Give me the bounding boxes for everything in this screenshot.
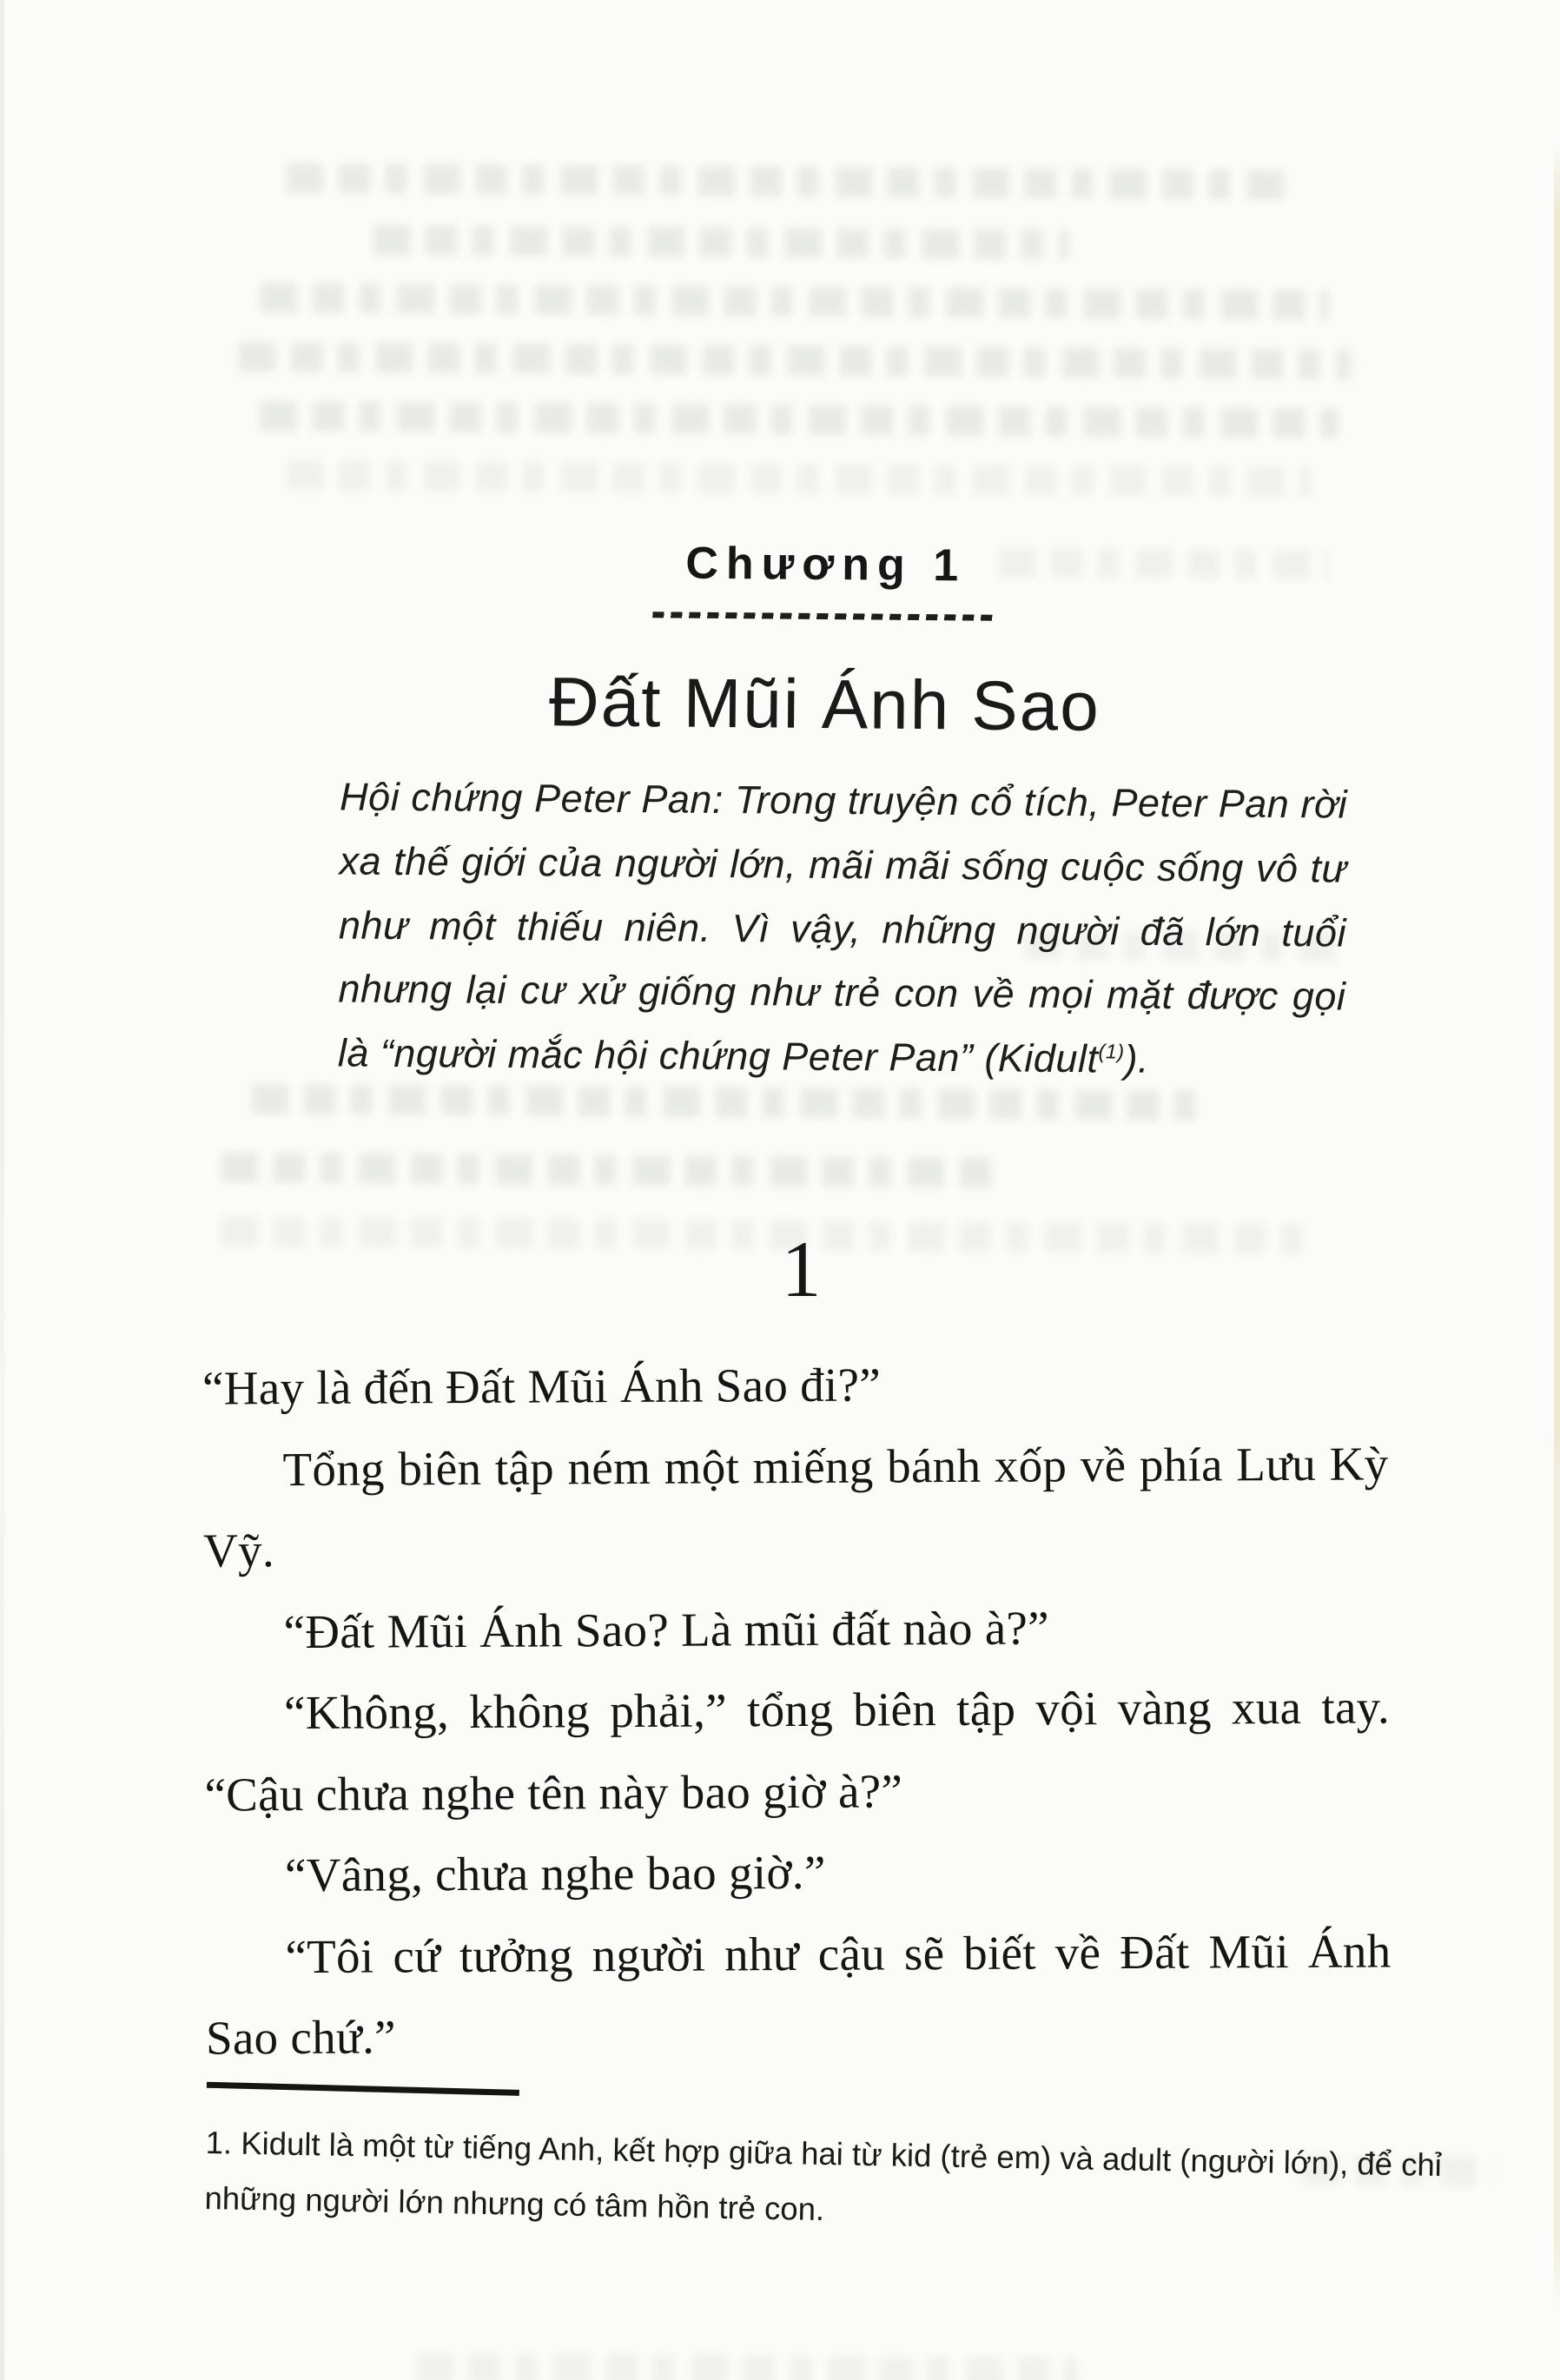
bleedthrough-line: [221, 1153, 1003, 1187]
page-edge-tint: [1554, 0, 1560, 2380]
epigraph-text-tail: ).: [1124, 1036, 1150, 1081]
paragraph: “Tôi cứ tưởng người như cậu sẽ biết về Đất Mũi Ánh Sao chứ.”: [205, 1923, 1391, 2065]
bleedthrough-line: [417, 2353, 1077, 2380]
section-number: 1: [781, 1225, 822, 1313]
bleedthrough-line: [261, 283, 1329, 321]
bleedthrough-line: [287, 163, 1286, 200]
footnote-divider: [207, 2082, 519, 2096]
paragraph: “Không, không phải,” tổng biên tập vội vàng xua tay. “Cậu chưa nghe tên này bao giờ à?”: [204, 1680, 1391, 1821]
epigraph-text: Hội chứng Peter Pan: Trong truyện cổ tích, Peter Pan rời xa thế giới của người lớn, mãi mãi sống cuộc sống vô tư như một thiếu niên. Vì vậy, những người đã lớn tuổi nhưng lại cư xử giống như trẻ con về mọi mặt được gọi là “người mắc hội chứng Peter Pan” (Kidult: [337, 774, 1348, 1081]
footnote-reference: (1): [1098, 1040, 1125, 1063]
chapter-title: Đất Mũi Ánh Sao: [548, 663, 1101, 745]
bleedthrough-line: [287, 460, 1312, 497]
footnote-text: 1. Kidult là một từ tiếng Anh, kết hợp giữa hai từ kid (trẻ em) và adult (người lớn), để chỉ những người lớn nhưng có tâm hồn trẻ con.: [204, 2124, 1443, 2227]
paragraph: “Vâng, chưa nghe bao giờ.”: [284, 1845, 826, 1902]
page-edge-shade: [0, 0, 4, 2380]
dashed-divider: [652, 612, 998, 620]
chapter-label: Chương 1: [685, 538, 967, 592]
paragraph: Tổng biên tập ném một miếng bánh xốp về phía Lưu Kỳ Vỹ.: [202, 1436, 1389, 1577]
footnote: [204, 2083, 1488, 2250]
bleedthrough-line: [261, 401, 1338, 439]
body-text: [202, 1341, 1391, 2079]
paragraph: “Hay là đến Đất Mũi Ánh Sao đi?”: [202, 1358, 882, 1415]
chapter-header: [147, 532, 1504, 750]
bleedthrough-line: [373, 225, 1068, 260]
paragraph: “Đất Mũi Ánh Sao? Là mũi đất nào à?”: [283, 1600, 1050, 1658]
bleedthrough-line: [239, 342, 1351, 380]
epigraph: [338, 764, 1348, 1093]
